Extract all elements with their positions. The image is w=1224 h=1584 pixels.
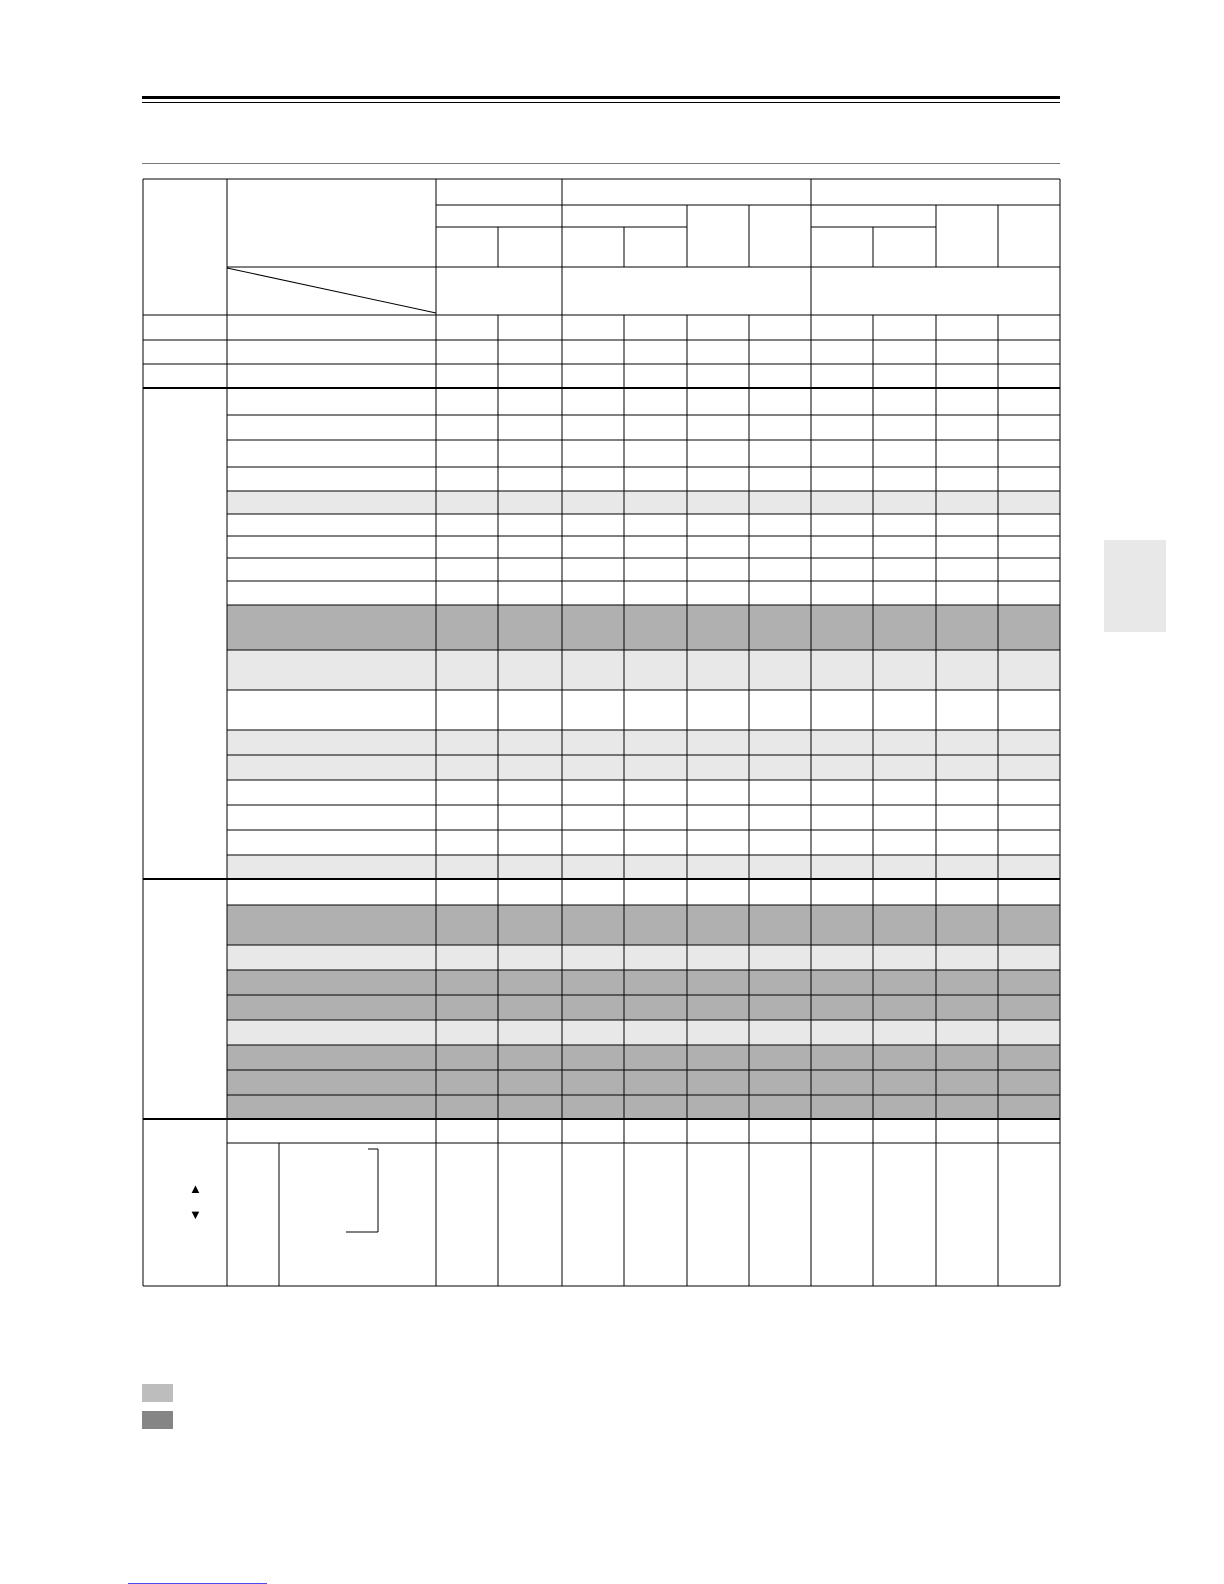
row-shade-light (227, 945, 1060, 970)
row-shade-light (227, 650, 1060, 690)
legend-light-swatch (142, 1384, 173, 1402)
legend-dark-swatch (142, 1411, 173, 1429)
row-shade-light (227, 730, 1060, 755)
side-tab (1104, 540, 1166, 632)
row-shade-dark (227, 905, 1060, 945)
row-shade-light (227, 1020, 1060, 1045)
row-shade-dark (227, 1045, 1060, 1070)
row-shade-dark (227, 605, 1060, 650)
down-arrow-icon: ▼ (189, 1207, 202, 1222)
row-shade-dark (227, 995, 1060, 1020)
row-shade-dark (227, 1070, 1060, 1095)
row-shade-light (227, 755, 1060, 780)
row-shade-dark (227, 1095, 1060, 1119)
row-shade-light (227, 491, 1060, 514)
header-diagonal (227, 268, 436, 313)
row-shade-light (227, 855, 1060, 879)
up-arrow-icon: ▲ (189, 1181, 202, 1196)
row-shade-dark (227, 970, 1060, 995)
